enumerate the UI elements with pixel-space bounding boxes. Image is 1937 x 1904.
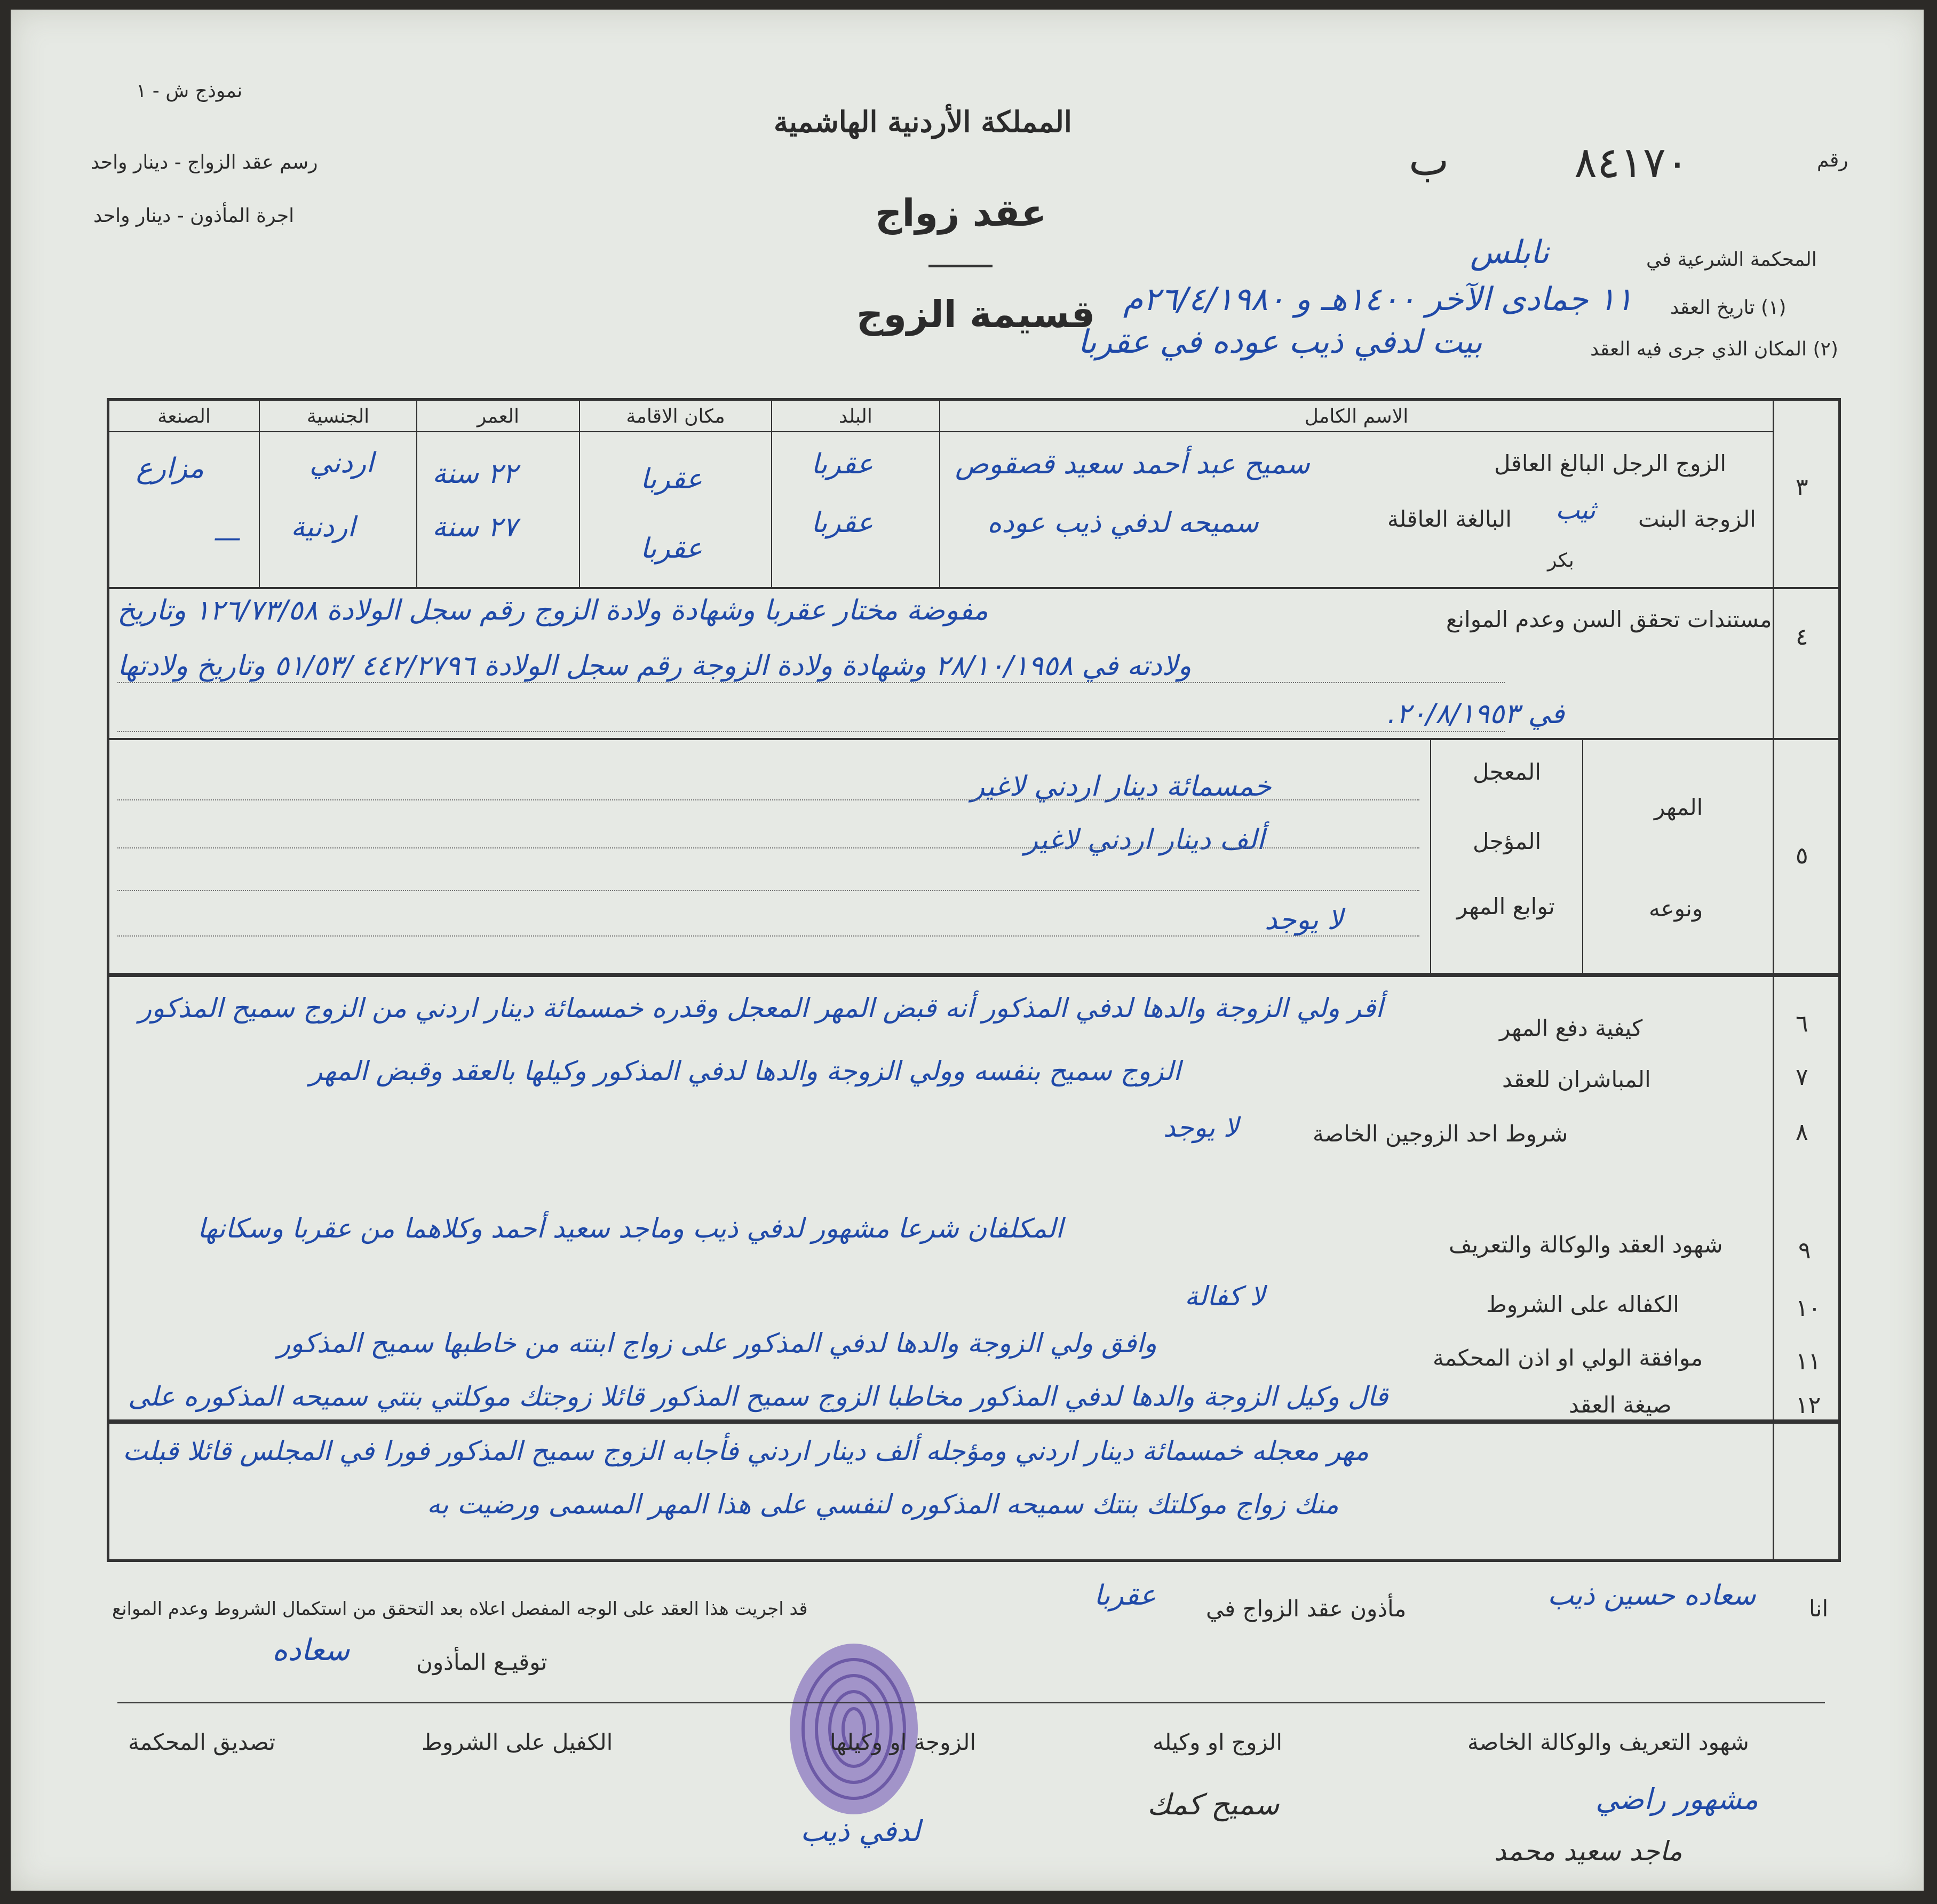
row-12-cont-2: منك زواج موكلتك بنتك سميحه المذكوره لنفسي على هذا المهر المسمى ورضيت به xyxy=(427,1489,1339,1520)
section5-dots-3 xyxy=(117,890,1419,891)
row-8-value: لا يوجد xyxy=(1163,1112,1239,1143)
court-label: المحكمة الشرعية في xyxy=(1646,249,1817,271)
row-7-value: الزوج سميح بنفسه وولي الزوجة والدها لدفي المذكور وكيلها بالعقد وقبض المهر xyxy=(309,1056,1181,1086)
table-top xyxy=(107,398,1841,401)
signatures-rule xyxy=(117,1702,1825,1703)
section4-line-2: ولادته في ٢٨/١٠/١٩٥٨ وشهادة ولادة الزوجة رقم سجل الولادة ٤٤٢/٢٧٩٦ /٥١/٥٣ وتاريخ ولادتها xyxy=(117,650,1192,682)
prompt-mahr-value: خمسمائة دينار اردني لاغير xyxy=(971,771,1272,803)
place-value: بيت لدفي ذيب عوده في عقربا xyxy=(1078,323,1482,361)
section4-dots-2 xyxy=(117,731,1505,732)
kingdom-header: المملكة الأردنية الهاشمية xyxy=(774,105,1072,139)
witness-1-signature: مشهور راضي xyxy=(1595,1782,1759,1816)
date-label: (١) تاريخ العقد xyxy=(1670,297,1787,319)
number-label: رقم xyxy=(1817,149,1848,171)
section5-dots-4 xyxy=(117,935,1419,937)
section5-dots-2 xyxy=(117,847,1419,848)
groom-signature: سميح كمك xyxy=(1147,1788,1280,1821)
table-bottom-edge xyxy=(107,1419,1841,1422)
groom-name: سميح عبد أحمد سعيد قصقوص xyxy=(955,448,1310,480)
document-title: عقد زواج xyxy=(875,191,1047,235)
section5-rule-2 xyxy=(1582,738,1583,974)
section4-label: مستندات تحقق السن وعدم الموانع xyxy=(1446,606,1772,632)
section5-dots-1 xyxy=(117,799,1419,800)
rows-right-edge xyxy=(1838,974,1841,1561)
mahr-extras-label: توابع المهر xyxy=(1457,893,1555,919)
place-label: (٢) المكان الذي جرى فيه العقد xyxy=(1590,338,1838,360)
bride-status-2: بكر xyxy=(1547,550,1574,572)
row-9-label: شهود العقد والوكالة والتعريف xyxy=(1449,1232,1723,1258)
header-fullname: الاسم الكامل xyxy=(1304,406,1409,427)
section4-line-1: مفوضة مختار عقربا وشهادة ولادة الزوج رقم سجل الولادة ١٢٦/٧٣/٥٨ وتاريخ xyxy=(117,594,988,626)
row-12-value: قال وكيل الزوجة والدها لدفي المذكور مخاطبا الزوج سميح المذكور قائلا زوجتك موكلتي بنتي سميحه المذكوره على xyxy=(128,1381,1388,1412)
header-residence: مكان الاقامة xyxy=(626,406,725,427)
row-7-label: المباشران للعقد xyxy=(1502,1066,1651,1092)
row-4-number: ٤ xyxy=(1796,623,1808,650)
row-5-number: ٥ xyxy=(1796,842,1808,869)
bride-status: ثيب xyxy=(1555,495,1595,525)
row-9-value: المكلفان شرعا مشهور لدفي ذيب وماجد سعيد أحمد وكلاهما من عقربا وسكانها xyxy=(197,1213,1063,1244)
row-8-number: ٨ xyxy=(1796,1118,1808,1146)
groom-age: ٢٢ سنة xyxy=(432,458,518,490)
header-profession: الصنعة xyxy=(157,406,211,427)
contract-fee: رسم عقد الزواج - دينار واحد xyxy=(91,152,318,173)
row-3-number: ٣ xyxy=(1796,474,1808,501)
bride-sign-label: الزوجة او وكيلها xyxy=(830,1729,977,1755)
witness-2-signature: ماجد سعيد محمد xyxy=(1494,1836,1682,1867)
deferred-mahr-value: ألف دينار اردني لاغير xyxy=(1025,824,1265,856)
mahr-extras-value: لا يوجد xyxy=(1265,904,1343,936)
groom-residence: عقربا xyxy=(640,463,703,495)
row-9-number: ٩ xyxy=(1798,1237,1811,1264)
row-12-label: صيغة العقد xyxy=(1569,1392,1672,1418)
court-certification-label: تصديق المحكمة xyxy=(128,1729,276,1755)
declaration-mid: مأذون عقد الزواج في xyxy=(1206,1596,1407,1622)
mahr-label: المهر xyxy=(1654,794,1703,820)
section3-bottom xyxy=(107,587,1841,589)
row-12-number: ١٢ xyxy=(1796,1392,1821,1419)
bride-signature: لدفي ذيب xyxy=(800,1814,920,1848)
row-6-number: ٦ xyxy=(1796,1010,1808,1037)
rows-bottom-edge xyxy=(107,1559,1841,1562)
row-11-number: ١١ xyxy=(1796,1348,1821,1375)
row-10-number: ١٠ xyxy=(1796,1295,1821,1322)
rows-left-edge xyxy=(107,974,109,1561)
groom-nationality: اردني xyxy=(309,447,374,479)
bride-label-2: البالغة العاقلة xyxy=(1387,506,1512,532)
mazoun-fee: اجرة المأذون - دينار واحد xyxy=(93,205,295,227)
bride-age: ٢٧ سنة xyxy=(432,511,518,543)
groom-sign-label: الزوج او وكيله xyxy=(1153,1729,1283,1755)
mazoun-signature: سعاده xyxy=(272,1633,350,1668)
declaration-rest: قد اجريت هذا العقد على الوجه المفصل اعلاه بعد التحقق من استكمال الشروط وعدم الموانع xyxy=(112,1598,808,1620)
bride-nationality: اردنية xyxy=(291,511,355,543)
groom-label: الزوج الرجل البالغ العاقل xyxy=(1494,450,1726,477)
mahr-type-label: ونوعه xyxy=(1649,895,1703,922)
contract-number: ٨٤١٧٠ xyxy=(1574,138,1689,187)
mazoun-sign-label: توقيـع المأذون xyxy=(416,1649,547,1675)
row-11-value: وافق ولي الزوجة والدها لدفي المذكور على زواج ابنته من خاطبها سميح المذكور xyxy=(277,1328,1157,1359)
header-rule xyxy=(107,431,1774,432)
declaration-place: عقربا xyxy=(1094,1580,1156,1612)
row-10-value: لا كفالة xyxy=(1185,1281,1265,1312)
row-6-value: أقر ولي الزوجة والدها لدفي المذكور أنه قبض المهر المعجل وقدره خمسمائة دينار اردني من الزوج سميح المذكور xyxy=(139,993,1383,1024)
title-rule xyxy=(928,265,993,267)
guarantor-label: الكفيل على الشروط xyxy=(422,1729,613,1755)
bride-profession: — xyxy=(213,522,241,554)
section5-rule-1 xyxy=(1430,738,1431,974)
header-age: العمر xyxy=(477,406,519,427)
date-value: ١١ جمادى الآخر ١٤٠٠هـ و ٢٦/٤/١٩٨٠م xyxy=(1123,281,1633,318)
row-12-cont-1: مهر معجله خمسمائة دينار اردني ومؤجله ألف دينار اردني فأجابه الزوج سميح المذكور فورا في المجلس قائلا قبلت xyxy=(123,1435,1369,1466)
bride-residence: عقربا xyxy=(640,533,703,565)
rows-number-rule xyxy=(1773,974,1774,1561)
row-7-number: ٧ xyxy=(1796,1064,1808,1091)
row-10-label: الكفاله على الشروط xyxy=(1486,1291,1679,1318)
rows-top-edge xyxy=(107,974,1841,977)
bride-town: عقربا xyxy=(811,507,874,539)
row-8-label: شروط احد الزوجين الخاصة xyxy=(1313,1121,1568,1147)
bride-label: الزوجة البنت xyxy=(1638,506,1756,532)
contract-series: ب xyxy=(1409,136,1449,185)
declaration-prefix: انا xyxy=(1809,1596,1829,1622)
copy-title: قسيمة الزوج xyxy=(856,292,1095,336)
groom-profession: مزارع xyxy=(136,453,204,485)
row-11-label: موافقة الولي او اذن المحكمة xyxy=(1433,1345,1703,1371)
bride-name: سميحه لدفي ذيب عوده xyxy=(987,507,1259,539)
row-6-label: كيفية دفع المهر xyxy=(1499,1015,1643,1041)
witnesses-label: شهود التعريف والوكالة الخاصة xyxy=(1467,1729,1749,1755)
court-value: نابلس xyxy=(1470,234,1550,271)
section4-bottom xyxy=(107,738,1841,740)
form-number: نموذج ش - ١ xyxy=(136,80,243,102)
mazoun-name: سعاده حسين ذيب xyxy=(1547,1580,1756,1612)
header-nationality: الجنسية xyxy=(306,406,370,427)
deferred-mahr-label: المؤجل xyxy=(1473,828,1542,854)
section4-line-3: في ٢٠/٨/١٩٥٣. xyxy=(1387,698,1565,730)
prompt-mahr-label: المعجل xyxy=(1473,759,1541,785)
section4-dots-1 xyxy=(117,682,1505,683)
groom-town: عقربا xyxy=(811,448,874,480)
header-town: البلد xyxy=(839,406,872,427)
